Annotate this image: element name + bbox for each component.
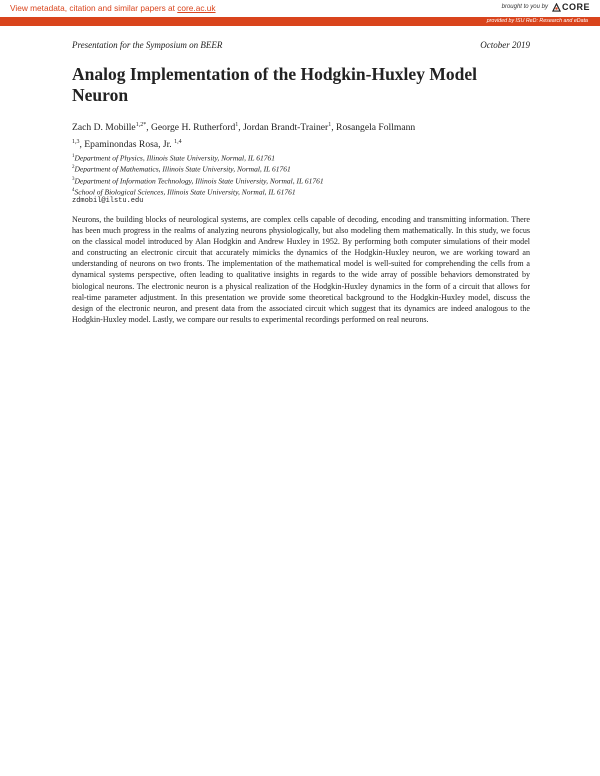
core-link-prefix: View metadata, citation and similar papers at: [10, 3, 178, 13]
affiliation-item: [72, 163, 530, 174]
affil-number: 4: [72, 188, 75, 194]
core-link-domain[interactable]: core.ac.uk: [177, 3, 216, 13]
core-logo-text: CORE: [561, 2, 590, 12]
core-logo-icon: [552, 3, 561, 12]
affil-number: 2: [72, 165, 75, 171]
core-metadata-link[interactable]: [10, 3, 216, 13]
affiliation-item: [72, 175, 530, 186]
author-affil-marks: 1,2*: [135, 122, 147, 128]
affil-text: Department of Information Technology, Illinois State University, Normal, IL 61761: [74, 176, 324, 186]
affil-text: Department of Physics, Illinois State University, Normal, IL 61761: [74, 153, 275, 163]
author-name: Zach D. Mobille: [72, 122, 136, 134]
venue-label: Presentation for the Symposium on BEER: [72, 40, 223, 50]
author-name: Epaminondas Rosa, Jr.: [84, 139, 172, 151]
affil-number: 1: [72, 154, 75, 159]
brought-by: [502, 2, 590, 12]
author-name: Jordan Brandt-Trainer: [243, 122, 329, 134]
affil-number: 3: [72, 176, 75, 182]
provided-by-text: provided by ISU ReD: Research and eData: [486, 18, 588, 24]
affiliation-item: [72, 152, 530, 163]
affil-text: Department of Mathematics, Illinois State University, Normal, IL 61761: [74, 164, 291, 174]
author-affil-marks: 1,3: [72, 139, 80, 146]
core-logo[interactable]: [552, 2, 590, 12]
affiliation-list: [72, 152, 530, 198]
abstract-text: Neurons, the building blocks of neurological systems, are complex cells capable of decoding, encoding and transmitting information. There has been much progress in the realms of analyzing neurons physiologically, but also modeling them mathematically. In this study, we focus on the classical model introduced by Alan Hodgkin and Andrew Huxley in 1952. By performing both computer simulations of their model and constructing an electronic circuit that accurately mimicks the dynamics of the Hodgkin-Huxley neuron, we are working toward an understanding of neurons on two fronts. The implementation of the mathematical model is well-suited for comprehending the cells from a dynamical systems perspective, often leading to qualitative insights in regards to the wide array of possible behaviors demonstrated by biological neurons. The electronic neuron is a physical realization of the Hodgkin-Huxley dynamics in the form of a circuit that allows for real-time parameter adjustment. In this presentation we provide some theoretical background to the Hodgkin-Huxley model, discuss the design of the electronic neuron, and present data from the associated circuit which suggest that its dynamics are indeed analogous to the Hodgkin-Huxley model. Lastly, we compare our results to experimental recordings performed on real neurons.: [72, 215, 530, 324]
author-affil-marks: 1: [328, 122, 332, 128]
author-list: Zach D. Mobille$^{1,2*}$, George H. Rutherford$^1$, Jordan Brandt-Trainer$^1$, Rosangela Follmann $^{1,3}$, Epaminondas Rosa, Jr. $^{1,4}$: [72, 122, 416, 151]
contact-email[interactable]: zdmobil@ilstu.edu: [72, 197, 144, 205]
affiliation-item: [72, 186, 530, 197]
paper-title: Analog Implementation of the Hodgkin-Huxley Model Neuron: [72, 64, 477, 105]
author-affil-marks: 1,4: [174, 139, 182, 146]
author-name: George H. Rutherford: [150, 122, 236, 134]
brought-by-text: brought to you by: [501, 4, 548, 10]
date-label: October 2019: [480, 40, 530, 50]
author-name: Rosangela Follmann: [336, 122, 416, 134]
affil-text: School of Biological Sciences, Illinois State University, Normal, IL 61761: [74, 187, 296, 197]
provided-by-strip: [0, 17, 600, 26]
core-banner: [0, 0, 600, 16]
author-affil-marks: 1: [235, 122, 239, 128]
